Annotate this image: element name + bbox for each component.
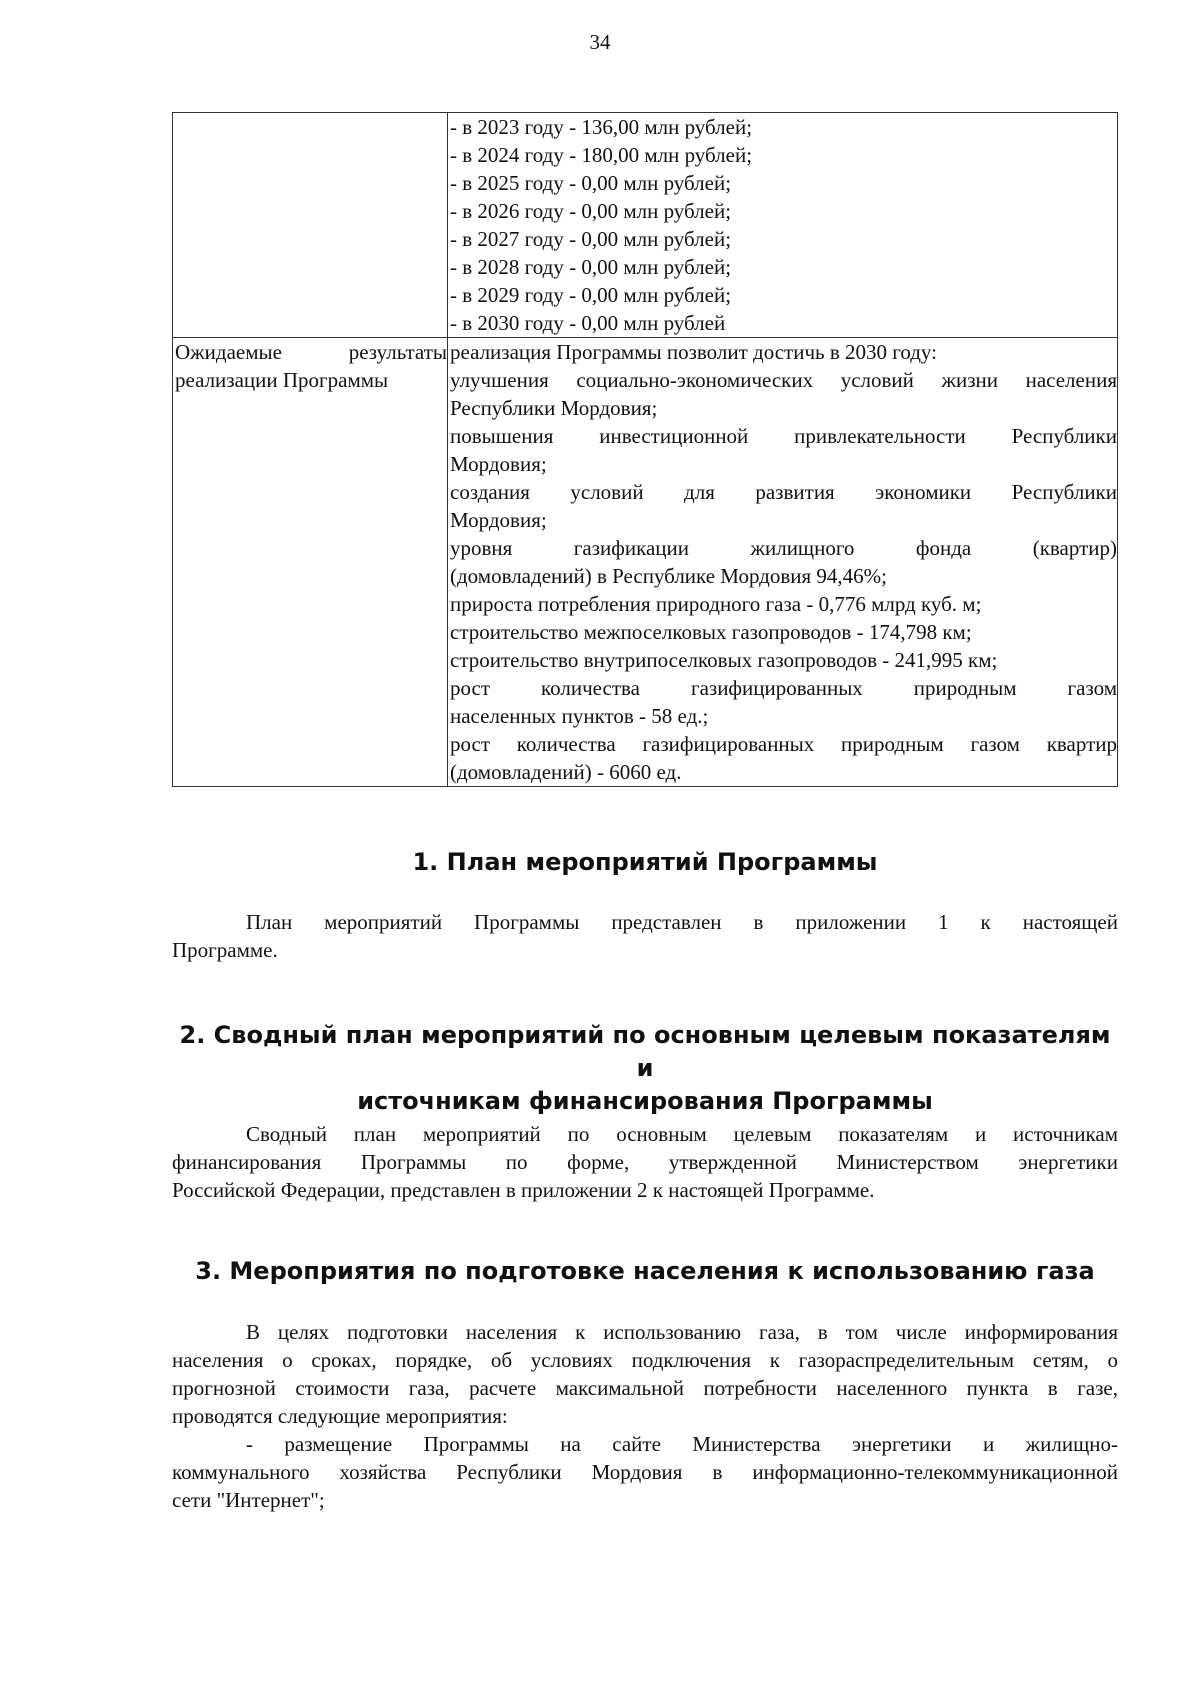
page-number: 34 (589, 30, 611, 54)
result-line: Республики Мордовия; (450, 396, 658, 420)
funding-row (173, 113, 1118, 338)
result-line: населенных пунктов - 58 ед.; (450, 704, 709, 728)
results-label-cell (173, 338, 448, 787)
result-line: строительство внутрипоселковых газопроводов - 241,995 км; (450, 648, 998, 672)
funding-line: - в 2028 году - 0,00 млн рублей; (450, 255, 732, 279)
section3-line: В целях подготовки населения к использованию газа, в том числе информирования (246, 1320, 1118, 1344)
section2-heading-line: источникам финансирования Программы (357, 1087, 933, 1115)
section2-paragraph (172, 1120, 1118, 1204)
result-line: уровня газификации жилищного фонда (квартир) (450, 536, 1117, 560)
section3-line: коммунального хозяйства Республики Мордовия в информационно-телекоммуникационной (172, 1460, 1118, 1484)
section1-line: План мероприятий Программы представлен в приложении 1 к настоящей (246, 910, 1118, 934)
result-line: рост количества газифицированных природным газом (450, 676, 1117, 700)
section1-heading: 1. План мероприятий Программы (412, 848, 878, 876)
result-line: рост количества газифицированных природным газом квартир (450, 732, 1117, 756)
funding-label-cell (173, 113, 448, 338)
section3-line: прогнозной стоимости газа, расчете максимальной потребности населенного пункта в газе, (172, 1376, 1118, 1400)
result-line: строительство межпоселковых газопроводов - 174,798 км; (450, 620, 972, 644)
passport-table (172, 112, 1118, 787)
result-line: Мордовия; (450, 452, 547, 476)
funding-line: - в 2029 году - 0,00 млн рублей; (450, 283, 732, 307)
result-line: реализация Программы позволит достичь в 2030 году: (450, 340, 937, 364)
funding-line: - в 2023 году - 136,00 млн рублей; (450, 115, 753, 139)
section1-line: Программе. (172, 938, 278, 962)
result-line: создания условий для развития экономики Республики (450, 480, 1117, 504)
result-line: (домовладений) в Республике Мордовия 94,46%; (450, 564, 887, 588)
results-label-line: Ожидаемые результаты (175, 340, 447, 364)
section3-line: проводятся следующие мероприятия: (172, 1404, 508, 1428)
funding-line: - в 2030 году - 0,00 млн рублей (450, 311, 726, 335)
section3-line: - размещение Программы на сайте Министерства энергетики и жилищно- (246, 1432, 1118, 1456)
result-line: (домовладений) - 6060 ед. (450, 760, 682, 784)
section2-heading (172, 1019, 1118, 1118)
funding-cell (448, 113, 1118, 338)
section1-paragraph (172, 908, 1118, 964)
section2-heading-line: 2. Сводный план мероприятий по основным целевым показателям и (179, 1021, 1111, 1082)
funding-line: - в 2026 году - 0,00 млн рублей; (450, 199, 732, 223)
results-label-line: реализации Программы (175, 368, 389, 392)
result-line: прироста потребления природного газа - 0,776 млрд куб. м; (450, 592, 982, 616)
section2-line: Российской Федерации, представлен в приложении 2 к настоящей Программе. (172, 1178, 875, 1202)
section3-line: сети "Интернет"; (172, 1488, 325, 1512)
section3-paragraph (172, 1318, 1118, 1514)
funding-line: - в 2025 году - 0,00 млн рублей; (450, 171, 732, 195)
result-line: повышения инвестиционной привлекательности Республики (450, 424, 1117, 448)
results-row (173, 338, 1118, 787)
section2-line: Сводный план мероприятий по основным целевым показателям и источникам (246, 1122, 1118, 1146)
results-cell (448, 338, 1118, 787)
result-line: улучшения социально-экономических условий жизни населения (450, 368, 1117, 392)
section3-line: населения о сроках, порядке, об условиях подключения к газораспределительным сетям, о (172, 1348, 1118, 1372)
result-line: Мордовия; (450, 508, 547, 532)
funding-line: - в 2024 году - 180,00 млн рублей; (450, 143, 753, 167)
section2-line: финансирования Программы по форме, утвержденной Министерством энергетики (172, 1150, 1118, 1174)
funding-line: - в 2027 году - 0,00 млн рублей; (450, 227, 732, 251)
section3-heading: 3. Мероприятия по подготовке населения к использованию газа (195, 1257, 1095, 1285)
